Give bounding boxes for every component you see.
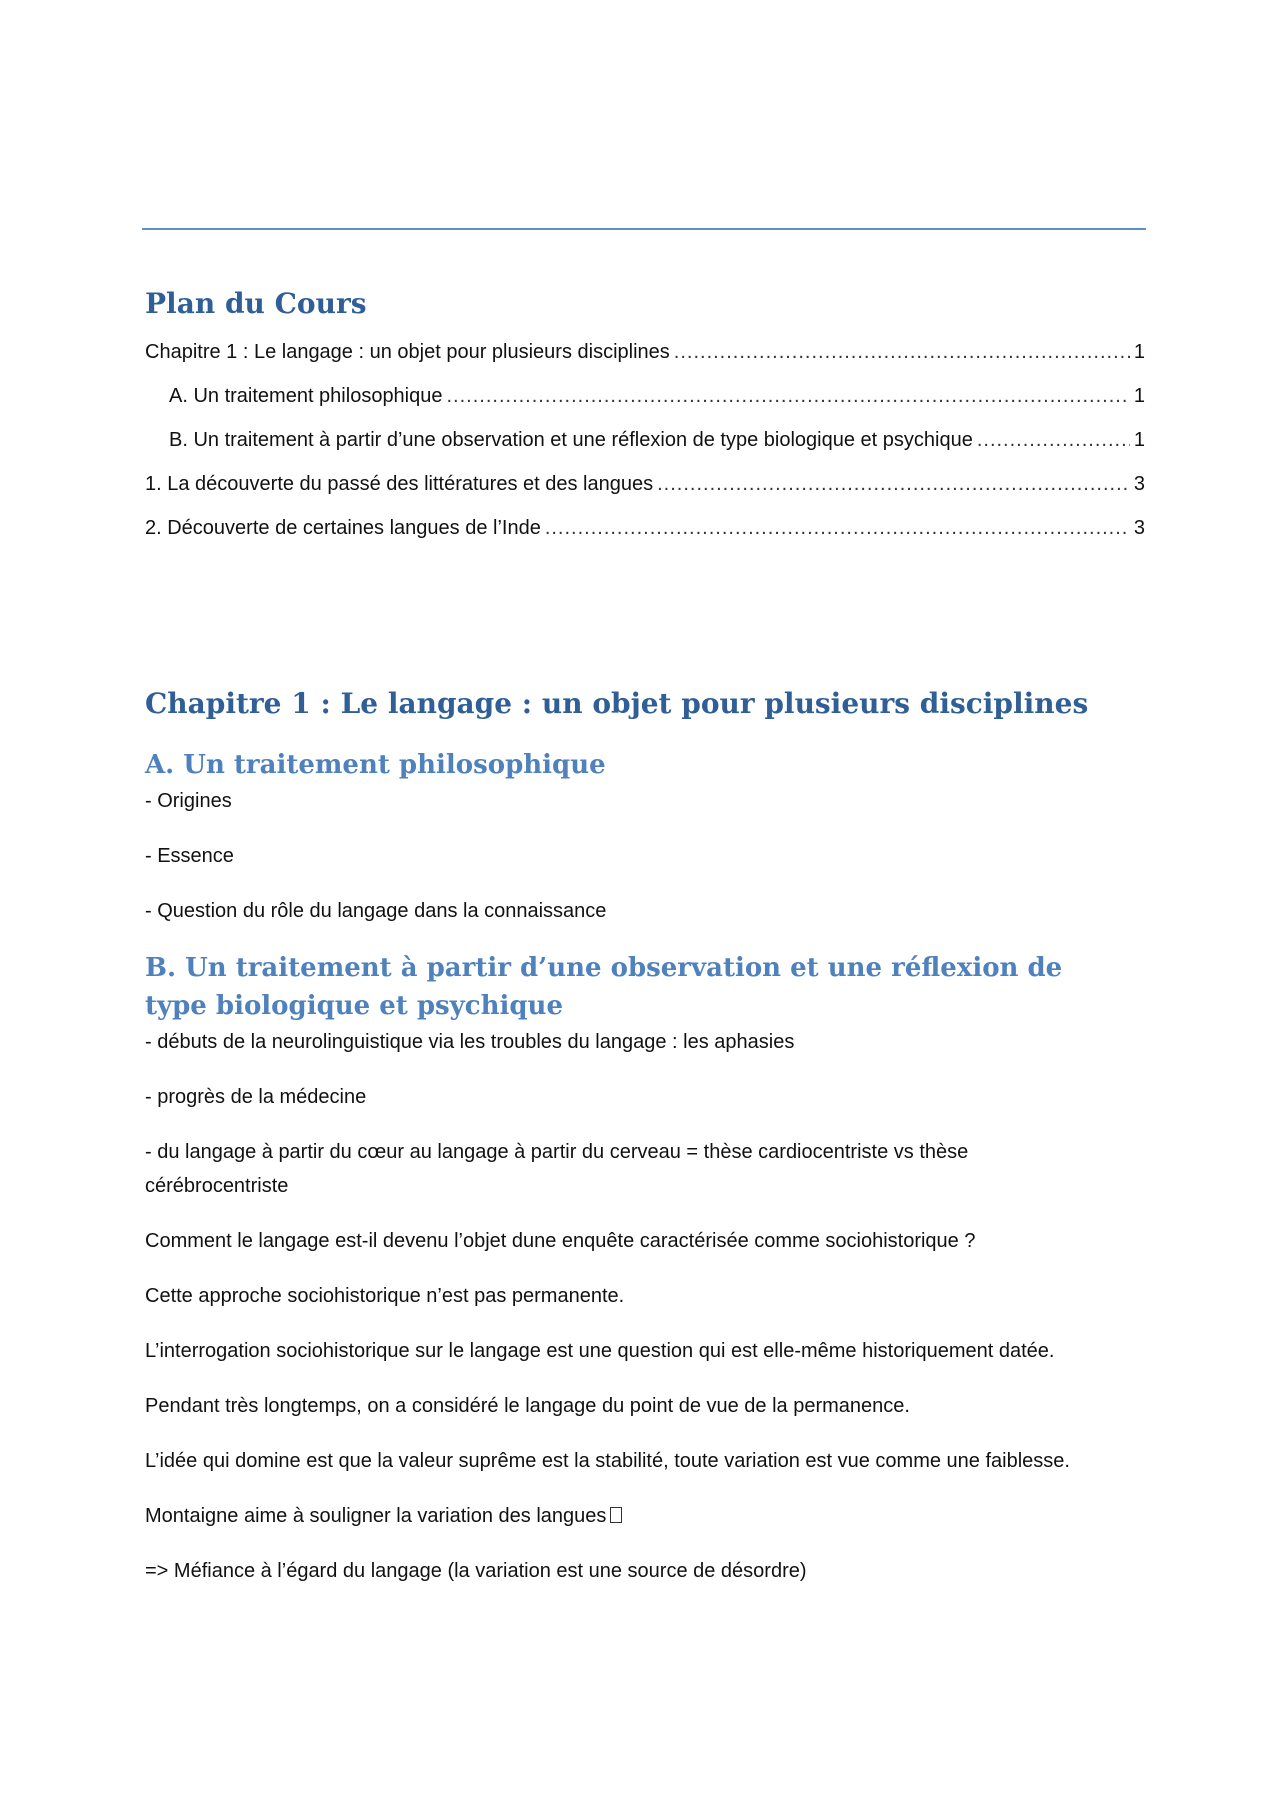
toc-entry[interactable] <box>145 374 1145 418</box>
toc-leader-dots <box>657 462 1130 506</box>
section-a-heading: A. Un traitement philosophique <box>145 750 606 780</box>
toc-leader-dots <box>674 330 1130 374</box>
section-b-paragraph: L’idée qui domine est que la valeur suprême est la stabilité, toute variation est vue comme une faiblesse. <box>145 1450 1070 1472</box>
toc-leader-dots <box>447 374 1130 418</box>
toc-entry[interactable] <box>145 506 1145 550</box>
toc-page-number: 3 <box>1133 473 1145 495</box>
toc-entry[interactable] <box>145 462 1145 506</box>
section-b-paragraph: Cette approche sociohistorique n’est pas permanente. <box>145 1285 625 1307</box>
toc-entry-text: B. Un traitement à partir d’une observation et une réflexion de type biologique et psychique <box>169 429 973 451</box>
section-b-paragraph: Pendant très longtemps, on a considéré le langage du point de vue de la permanence. <box>145 1395 910 1417</box>
toc-leader-dots <box>545 506 1130 550</box>
section-b-heading: B. Un traitement à partir d’une observation et une réflexion de type biologique et psychique <box>145 953 1063 1021</box>
toc-page-number: 1 <box>1133 385 1145 407</box>
section-b-paragraph: - débuts de la neurolinguistique via les troubles du langage : les aphasies <box>145 1031 795 1053</box>
document-body <box>145 686 1105 1609</box>
missing-glyph-icon <box>610 1507 622 1523</box>
toc-entry-text: A. Un traitement philosophique <box>169 385 443 407</box>
toc-page-number: 1 <box>1133 429 1145 451</box>
section-b-paragraph-montaigne <box>145 1499 1105 1533</box>
section-b-paragraph: Comment le langage est-il devenu l’objet dune enquête caractérisée comme sociohistorique ? <box>145 1230 976 1252</box>
toc-leader-dots <box>977 418 1130 462</box>
toc-page-number: 1 <box>1133 341 1145 363</box>
section-a-item: - Question du rôle du langage dans la connaissance <box>145 900 607 922</box>
toc-title: Plan du Cours <box>145 287 367 320</box>
header-rule <box>142 228 1146 230</box>
montaigne-text: Montaigne aime à souligner la variation des langues <box>145 1505 607 1527</box>
section-b-paragraph: L’interrogation sociohistorique sur le langage est une question qui est elle-même historiquement datée. <box>145 1340 1055 1362</box>
section-b-paragraph: - progrès de la médecine <box>145 1086 367 1108</box>
toc-entry-text: Chapitre 1 : Le langage : un objet pour plusieurs disciplines <box>145 341 670 363</box>
toc-entry[interactable] <box>145 330 1145 374</box>
section-a-item: - Origines <box>145 790 232 812</box>
toc-page-number: 3 <box>1133 517 1145 539</box>
toc-entry[interactable] <box>145 418 1145 462</box>
table-of-contents <box>145 286 1145 550</box>
section-b-paragraph: => Méfiance à l’égard du langage (la variation est une source de désordre) <box>145 1560 807 1582</box>
section-a-item: - Essence <box>145 845 234 867</box>
toc-entry-text: 2. Découverte de certaines langues de l’Inde <box>145 517 541 539</box>
section-b-paragraph: - du langage à partir du cœur au langage à partir du cerveau = thèse cardiocentriste vs thèse cérébrocentriste <box>145 1141 969 1197</box>
toc-entry-text: 1. La découverte du passé des littératures et des langues <box>145 473 654 495</box>
chapter-heading: Chapitre 1 : Le langage : un objet pour plusieurs disciplines <box>145 687 1089 720</box>
